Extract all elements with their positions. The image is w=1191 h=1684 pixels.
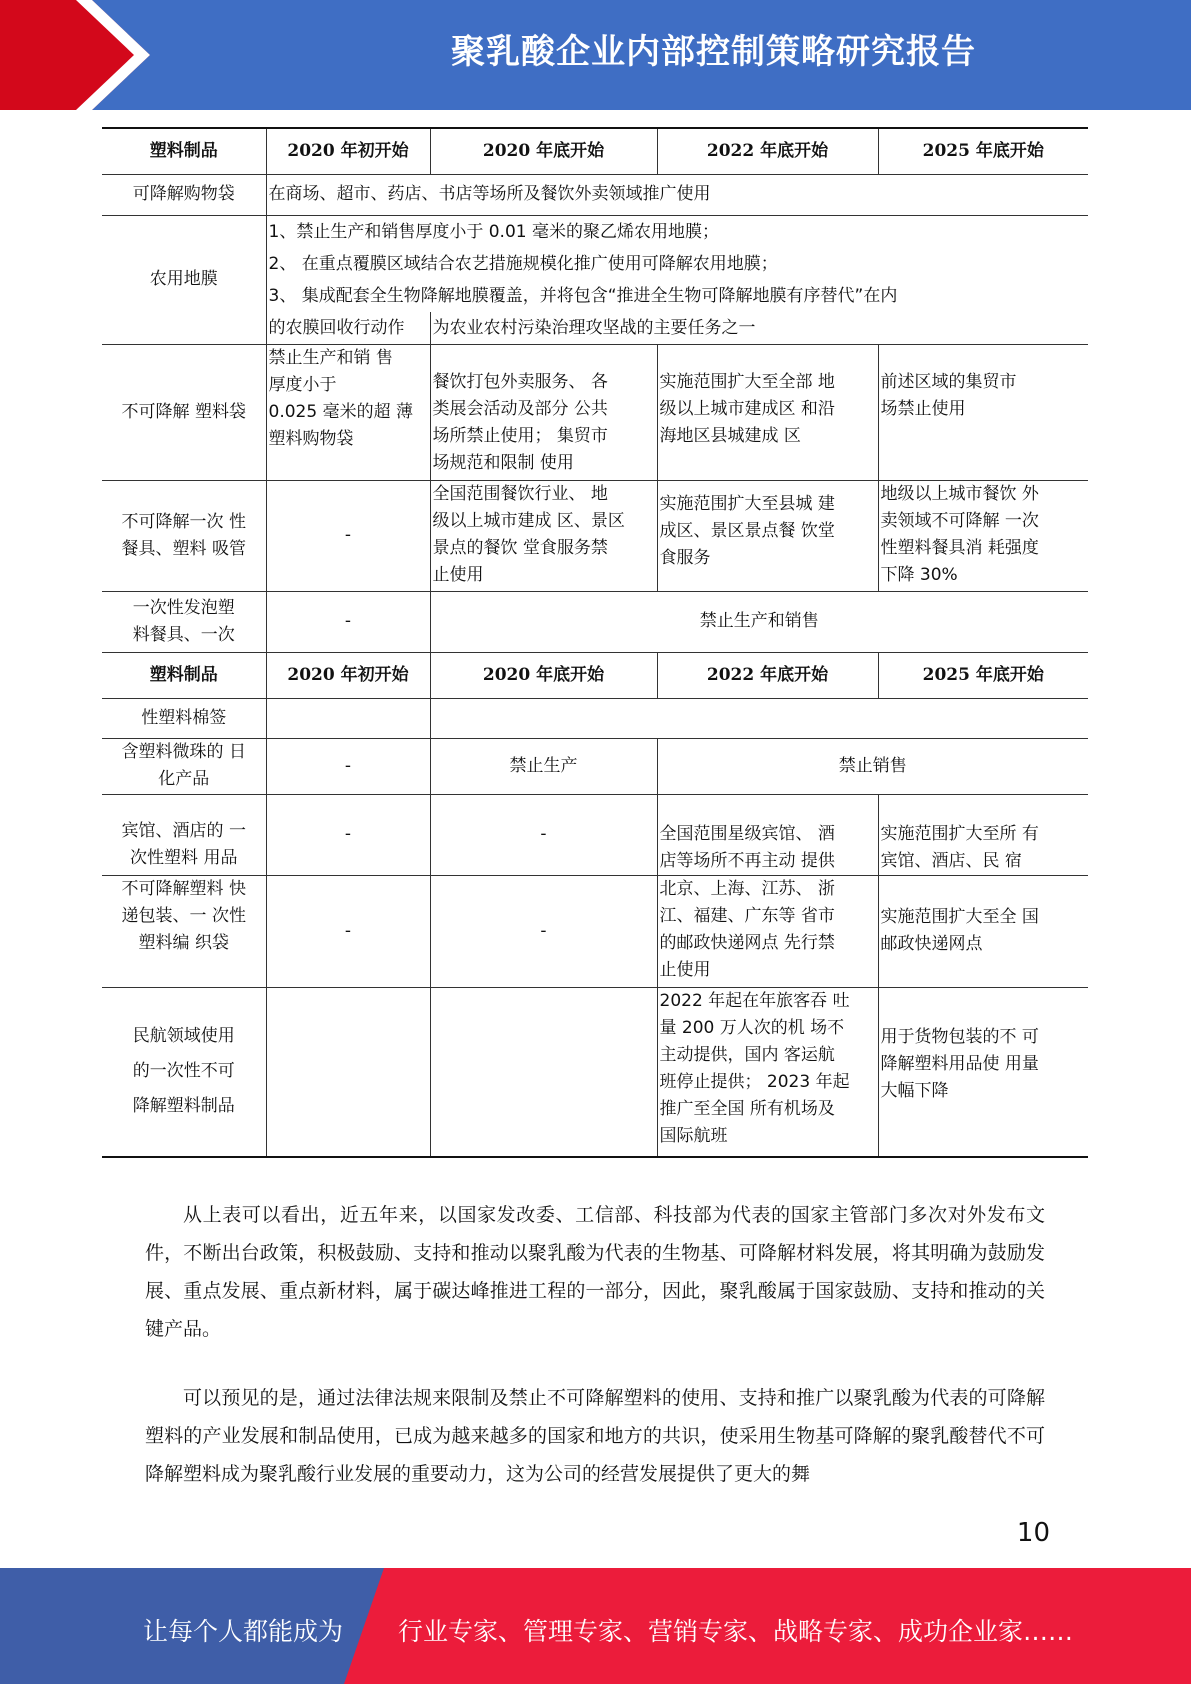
cell: -: [430, 794, 657, 875]
cell-line: 场所禁止使用； 集贸市: [432, 425, 608, 446]
cell-line: 塑料编 织袋: [138, 932, 229, 953]
cell: [878, 480, 1088, 591]
table-header-row-repeat: [102, 652, 1088, 698]
cell-line: 量 200 万人次的机 场不: [659, 1017, 845, 1038]
cell-line: 次性塑料 用品: [130, 847, 238, 868]
table-row: [102, 591, 1088, 652]
cell-line: 前述区域的集贸市: [880, 371, 1017, 392]
cell-line: 止使用: [659, 959, 711, 980]
cell-line: 江、福建、广东等 省市: [659, 905, 835, 926]
table-row: [102, 875, 1088, 987]
header-cell: 塑料制品: [102, 652, 266, 698]
cell-line: 实施范围扩大至全部 地: [659, 371, 835, 392]
cell-line: 不可降解一次 性: [121, 511, 246, 532]
header-cell: 2020 年底开始: [430, 128, 657, 174]
cell-line: 场规范和限制 使用: [432, 452, 574, 473]
header-cell: 2020 年初开始: [266, 128, 430, 174]
cell: -: [266, 738, 430, 794]
cell-line: 实施范围扩大至全 国: [880, 907, 1039, 927]
cell: 禁止销售: [657, 738, 1088, 794]
header-cell: 2022 年底开始: [657, 128, 878, 174]
mulch-line: 2、 在重点覆膜区域结合农艺措施规模化推广使用可降解农用地膜；: [268, 253, 778, 274]
cell: [657, 875, 878, 987]
header-cell: 2022 年底开始: [657, 652, 878, 698]
cell-line: 含塑料微珠的 日: [121, 742, 246, 762]
row-name: [102, 987, 266, 1157]
table-row: [102, 215, 1088, 344]
row-name: 性塑料棉签: [102, 698, 266, 738]
cell-line: 北京、上海、江苏、 浙: [659, 878, 835, 899]
cell: [657, 987, 878, 1157]
page-footer: [0, 1568, 1191, 1684]
cell: [266, 344, 430, 480]
cell-line: 用于货物包装的不 可: [880, 1026, 1039, 1047]
mulch-line-part: 为农业农村污染治理攻坚战的主要任务之一: [432, 317, 756, 338]
cell-line: 的邮政快递网点 先行禁: [659, 932, 835, 953]
cell-line: 邮政快递网点: [880, 934, 983, 954]
cell-line: 0.025 毫米的超 薄: [268, 401, 413, 422]
cell-line: 塑料购物袋: [268, 428, 354, 449]
cell-line: 民航领域使用: [132, 1026, 235, 1047]
cell-line: 推广至全国 所有机场及: [659, 1098, 835, 1119]
cell-line: 料餐具、一次: [132, 624, 235, 645]
cell-line: 海地区县城建成 区: [659, 425, 801, 446]
cell-line: 递包装、一 次性: [121, 905, 246, 926]
row-name: [102, 738, 266, 794]
row-name: 农用地膜: [102, 215, 266, 344]
cell: -: [266, 591, 430, 652]
cell-line: 班停止提供； 2023 年起: [659, 1071, 850, 1092]
cell: [430, 344, 657, 480]
cell: [430, 480, 657, 591]
header-cell: 2020 年底开始: [430, 652, 657, 698]
cell-line: 一次性发泡塑: [132, 597, 235, 618]
cell: -: [266, 794, 430, 875]
row-name: [102, 794, 266, 875]
cell-line: 宾馆、酒店的 一: [121, 820, 246, 841]
cell-line: 全国范围餐饮行业、 地: [432, 483, 608, 504]
cell-line: 全国范围星级宾馆、 酒: [659, 823, 835, 844]
page-header: [0, 0, 1191, 110]
cell-line: 降解塑料制品: [132, 1096, 235, 1117]
footer-slogan-right: 行业专家、管理专家、营销专家、战略专家、成功企业家……: [398, 1617, 1074, 1646]
row-text: 在商场、超市、药店、书店等场所及餐饮外卖领域推广使用: [266, 174, 1088, 215]
header-cell: 2025 年底开始: [878, 128, 1088, 174]
row-name: 可降解购物袋: [102, 174, 266, 215]
table-row: [102, 794, 1088, 875]
row-name: [102, 480, 266, 591]
mulch-line: [267, 312, 1089, 344]
cell-line: 的一次性不可: [132, 1061, 235, 1082]
cell-line: 禁止生产和销 售: [268, 347, 393, 368]
cell-line: 实施范围扩大至县城 建: [659, 493, 835, 514]
mulch-content: [266, 215, 1088, 344]
cell: -: [266, 480, 430, 591]
row-name: 不可降解 塑料袋: [102, 344, 266, 480]
cell: [657, 480, 878, 591]
cell-line: 止使用: [432, 564, 484, 585]
body-paragraph: 可以预见的是，通过法律法规来限制及禁止不可降解塑料的使用、支持和推广以聚乳酸为代表的可降解塑料的产业发展和制品使用，已成为越来越多的国家和地方的共识，使采用生物基可降解的聚乳酸替代不可降解塑料成为聚乳酸行业发展的重要动力，这为公司的经营发展提供了更大的舞: [145, 1387, 1045, 1485]
table-header-row: [102, 128, 1088, 174]
cell: [430, 987, 657, 1157]
cell-line: 地级以上城市餐饮 外: [880, 483, 1039, 504]
cell-line: 景点的餐饮 堂食服务禁: [432, 537, 608, 558]
cell-line: 大幅下降: [880, 1080, 949, 1101]
table-row: [102, 344, 1088, 480]
cell-line: 店等场所不再主动 提供: [659, 850, 835, 871]
cell-line: 性塑料餐具消 耗强度: [880, 537, 1039, 558]
cell-line: 厚度小于: [268, 374, 337, 395]
cell-line: 级以上城市建成区 和沿: [659, 398, 835, 419]
policy-table: [102, 127, 1088, 1158]
cell-line: 降解塑料用品使 用量: [880, 1053, 1039, 1074]
cell-line: 下降 30%: [880, 564, 958, 585]
cell-line: 宾馆、酒店、民 宿: [880, 850, 1022, 871]
cell-line: 国际航班: [659, 1125, 728, 1146]
cell-line: 2022 年起在年旅客吞 吐: [659, 990, 850, 1011]
table-row: [102, 987, 1088, 1157]
cell: [878, 344, 1088, 480]
header-cell: 2025 年底开始: [878, 652, 1088, 698]
cell: [878, 987, 1088, 1157]
cell: [266, 987, 430, 1157]
table-row: [102, 698, 1088, 738]
report-title: 聚乳酸企业内部控制策略研究报告: [451, 32, 976, 72]
cell: -: [430, 875, 657, 987]
cell-line: 类展会活动及部分 公共: [432, 398, 608, 419]
footer-slogan-left: 让每个人都能成为: [143, 1617, 344, 1646]
cell: [430, 698, 1088, 738]
cell-line: 实施范围扩大至所 有: [880, 823, 1039, 844]
table-row: [102, 480, 1088, 591]
cell-line: 餐饮打包外卖服务、 各: [432, 371, 608, 392]
cell-line: 化产品: [158, 769, 210, 789]
table-row: [102, 174, 1088, 215]
table-row: [102, 738, 1088, 794]
mulch-line: 3、 集成配套全生物降解地膜覆盖，并将包含“推进全生物可降解地膜有序替代”在内: [268, 285, 898, 306]
row-name: [102, 591, 266, 652]
cell: [266, 698, 430, 738]
body-paragraph: 从上表可以看出，近五年来，以国家发改委、工信部、科技部为代表的国家主管部门多次对外发布文件，不断出台政策，积极鼓励、支持和推动以聚乳酸为代表的生物基、可降解材料发展，将其明确为鼓励发展、重点发展、重点新材料，属于碳达峰推进工程的一部分，因此，聚乳酸属于国家鼓励、支持和推动的关键产品。: [145, 1204, 1045, 1340]
cell-line: 场禁止使用: [880, 398, 966, 419]
cell: 禁止生产和销售: [430, 591, 1088, 652]
header-cell: 塑料制品: [102, 128, 266, 174]
page-number: 10: [1016, 1518, 1050, 1548]
cell: -: [266, 875, 430, 987]
cell: [657, 344, 878, 480]
mulch-line: 1、禁止生产和销售厚度小于 0.01 毫米的聚乙烯农用地膜；: [268, 221, 719, 242]
cell-line: 卖领域不可降解 一次: [880, 510, 1039, 531]
cell-line: 成区、景区景点餐 饮堂: [659, 520, 835, 541]
cell: [657, 794, 878, 875]
cell: 禁止生产: [430, 738, 657, 794]
header-red-arrow: [0, 0, 160, 110]
cell: [878, 875, 1088, 987]
header-cell: 2020 年初开始: [266, 652, 430, 698]
row-name: [102, 875, 266, 987]
cell-line: 不可降解塑料 快: [121, 878, 246, 899]
cell-line: 主动提供，国内 客运航: [659, 1044, 835, 1065]
mulch-line-part: 的农膜回收行动作: [267, 312, 431, 344]
cell: [878, 794, 1088, 875]
cell-line: 级以上城市建成 区、景区: [432, 510, 625, 531]
cell-line: 食服务: [659, 547, 711, 568]
cell-line: 餐具、塑料 吸管: [121, 538, 246, 559]
